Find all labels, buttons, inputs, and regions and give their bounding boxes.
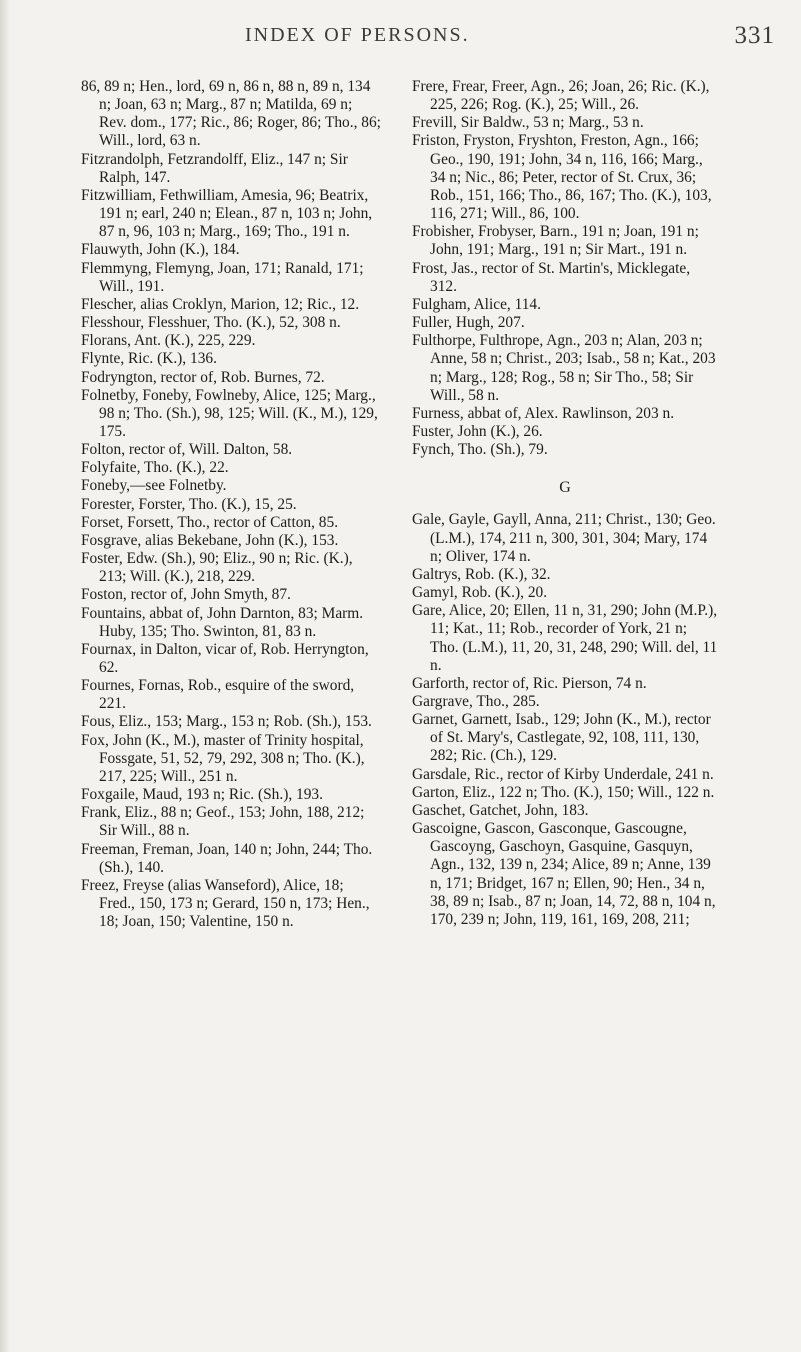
index-entry: Frobisher, Frobyser, Barn., 191 n; Joan, 191 n; John, 191; Marg., 191 n; Sir Mart., 191 n. <box>412 223 699 259</box>
page-edge-shadow <box>0 0 10 1352</box>
index-entry: Gaschet, Gatchet, John, 183. <box>412 801 589 819</box>
index-entry: Friston, Fryston, Fryshton, Freston, Agn., 166; Geo., 190, 191; John, 34 n, 116, 166; Marg., 34 n; Nic., 86; Peter, rector of St. Crux, 36; Rob., 151, 166; Tho., 86, 167; Tho. (K.), 103, 116, 271; Will., 86, 100. <box>412 132 712 223</box>
index-entry: Gare, Alice, 20; Ellen, 11 n, 31, 290; John (M.P.), 11; Kat., 11; Rob., recorder of York, 21 n; Tho. (L.M.), 11, 20, 31, 248, 290; Will. del, 11 n. <box>412 602 718 674</box>
right-index-column <box>412 78 718 929</box>
index-entry: Fournes, Fornas, Rob., esquire of the sword, 221. <box>81 677 355 713</box>
index-entry: Furness, abbat of, Alex. Rawlinson, 203 n. <box>412 404 675 422</box>
index-entry: Folnetby, Foneby, Fowlneby, Alice, 125; Marg., 98 n; Tho. (Sh.), 98, 125; Will. (K., M.), 129, 175. <box>81 386 378 440</box>
index-entry: Fitzwilliam, Fethwilliam, Amesia, 96; Beatrix, 191 n; earl, 240 n; Elean., 87 n, 103 n; John, 87 n, 96, 103 n; Marg., 169; Tho., 191 n. <box>81 186 373 241</box>
index-entry: Forester, Forster, Tho. (K.), 15, 25. <box>81 495 297 513</box>
running-head-title: INDEX OF PERSONS. <box>245 24 470 46</box>
page-number: 331 <box>734 22 775 49</box>
index-entry: Folton, rector of, Will. Dalton, 58. <box>81 441 293 459</box>
index-entry: Fodryngton, rector of, Rob. Burnes, 72. <box>81 368 325 386</box>
index-entry: Frost, Jas., rector of St. Martin's, Micklegate, 312. <box>412 259 691 295</box>
index-entry: Flescher, alias Croklyn, Marion, 12; Ric., 12. <box>81 295 360 313</box>
index-entry: Galtrys, Rob. (K.), 32. <box>412 565 551 583</box>
index-entry: Foxgaile, Maud, 193 n; Ric. (Sh.), 193. <box>81 786 323 804</box>
index-entry: Gamyl, Rob. (K.), 20. <box>412 584 548 602</box>
index-entry: Flauwyth, John (K.), 184. <box>81 241 240 259</box>
g-entries <box>412 511 718 929</box>
left-index-column <box>81 78 383 931</box>
index-entry: Frevill, Sir Baldw., 53 n; Marg., 53 n. <box>412 114 644 132</box>
index-entry: Flemmyng, Flemyng, Joan, 171; Ranald, 171; Will., 191. <box>81 259 364 295</box>
index-entry: Fosgrave, alias Bekebane, John (K.), 153. <box>81 531 339 549</box>
index-entry: Gale, Gayle, Gayll, Anna, 211; Christ., 130; Geo. (L.M.), 174, 211 n, 300, 301, 304; Mary, 174 n; Oliver, 174 n. <box>412 511 716 565</box>
index-entry: Fuller, Hugh, 207. <box>412 314 525 332</box>
index-entry: Garforth, rector of, Ric. Pierson, 74 n. <box>412 674 647 692</box>
index-entry: Fountains, abbat of, John Darnton, 83; Marm. Huby, 135; Tho. Swinton, 81, 83 n. <box>81 604 364 640</box>
index-entry: Freeman, Freman, Joan, 140 n; John, 244; Tho. (Sh.), 140. <box>81 840 373 876</box>
index-entry: Fulgham, Alice, 114. <box>412 295 541 313</box>
index-entry: Fox, John (K., M.), master of Trinity hospital, Fossgate, 51, 52, 79, 292, 308 n; Tho. (K.), 217, 225; Will., 251 n. <box>81 731 365 785</box>
index-entry: Foneby,—see Folnetby. <box>81 477 227 495</box>
index-entry: Flesshour, Flesshuer, Tho. (K.), 52, 308 n. <box>81 314 341 332</box>
index-entry: Forset, Forsett, Tho., rector of Catton, 85. <box>81 513 339 531</box>
index-entry: Flynte, Ric. (K.), 136. <box>81 350 217 368</box>
index-entry: Fitzrandolph, Fetzrandolff, Eliz., 147 n; Sir Ralph, 147. <box>81 150 348 186</box>
index-entry: Frank, Eliz., 88 n; Geof., 153; John, 188, 212; Sir Will., 88 n. <box>81 804 365 840</box>
index-entry: Foston, rector of, John Smyth, 87. <box>81 586 291 604</box>
index-entry: Garsdale, Ric., rector of Kirby Underdale, 241 n. <box>412 765 714 783</box>
index-entry: Fulthorpe, Fulthrope, Agn., 203 n; Alan, 203 n; Anne, 58 n; Christ., 203; Isab., 58 n; Kat., 203 n; Marg., 128; Rog., 58 n; Sir Tho., 58; Sir Will., 58 n. <box>412 332 716 404</box>
index-entry: Frere, Frear, Freer, Agn., 26; Joan, 26; Ric. (K.), 225, 226; Rog. (K.), 25; Will., 26. <box>412 78 710 114</box>
index-entry: Fynch, Tho. (Sh.), 79. <box>412 441 548 459</box>
index-entry: Garnet, Garnett, Isab., 129; John (K., M.), rector of St. Mary's, Castlegate, 92, 108, 111, 130, 282; Ric. (Ch.), 129. <box>412 711 711 765</box>
index-entry: Fuster, John (K.), 26. <box>412 422 543 440</box>
f-entries <box>412 78 718 459</box>
index-entry: Garton, Eliz., 122 n; Tho. (K.), 150; Will., 122 n. <box>412 783 715 801</box>
index-entry: Gascoigne, Gascon, Gasconque, Gascougne, Gascoyng, Gaschoyn, Gasquine, Gasquyn, Agn., 132, 139 n, 234; Alice, 89 n; Anne, 139 n, 171; Bridget, 167 n; Ellen, 90; Hen., 34 n, 38, 89 n; Isab., 87 n; Joan, 14, 72, 88 n, 104 n, 170, 239 n; John, 119, 161, 169, 208, 211; <box>412 820 716 928</box>
index-entry: 86, 89 n; Hen., lord, 69 n, 86 n, 88 n, 89 n, 134 n; Joan, 63 n; Marg., 87 n; Matilda, 69 n; Rev. dom., 177; Ric., 86; Roger, 86; Tho., 86; Will., lord, 63 n. <box>81 78 381 150</box>
index-entry: Foster, Edw. (Sh.), 90; Eliz., 90 n; Ric. (K.), 213; Will. (K.), 218, 229. <box>81 550 353 586</box>
section-letter-g: G <box>559 479 571 497</box>
index-entry: Fournax, in Dalton, vicar of, Rob. Herryngton, 62. <box>81 640 369 676</box>
index-entry: Folyfaite, Tho. (K.), 22. <box>81 459 229 477</box>
running-head <box>0 22 801 52</box>
index-entry: Freez, Freyse (alias Wanseford), Alice, 18; Fred., 150, 173 n; Gerard, 150 n, 173; Hen., 18; Joan, 150; Valentine, 150 n. <box>81 876 370 931</box>
index-entry: Gargrave, Tho., 285. <box>412 693 540 710</box>
index-entry: Fous, Eliz., 153; Marg., 153 n; Rob. (Sh.), 153. <box>81 713 372 731</box>
index-entry: Florans, Ant. (K.), 225, 229. <box>81 332 256 350</box>
